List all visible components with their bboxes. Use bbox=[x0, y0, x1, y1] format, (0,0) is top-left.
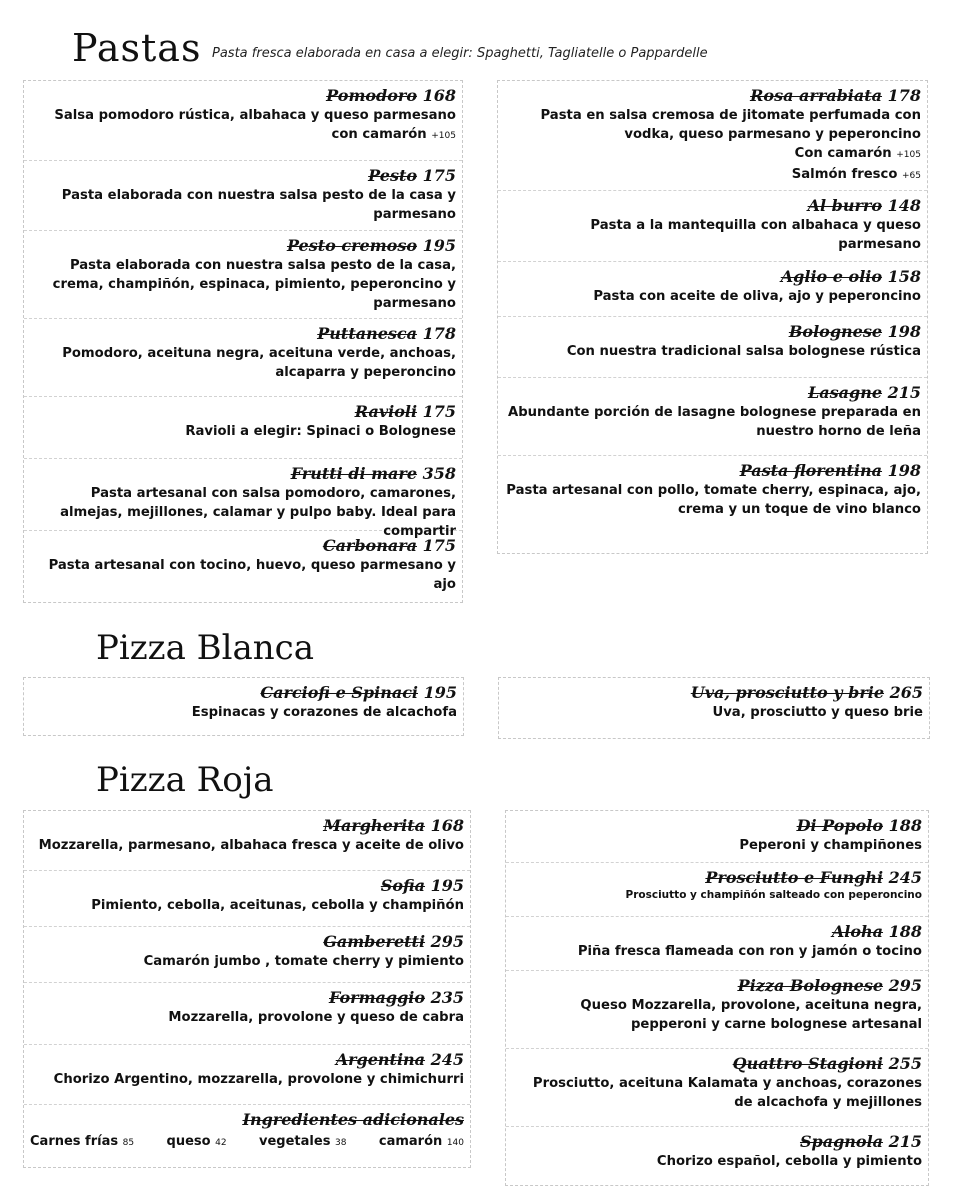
dish-description: Piña fresca flameada con ron y jamón o tocino bbox=[577, 944, 922, 959]
dish-price: 188 bbox=[888, 922, 922, 941]
dish-description: Queso Mozzarella, provolone, aceituna negra, pepperoni y carne bolognese artesanal bbox=[580, 998, 922, 1032]
dish-name-line bbox=[504, 461, 921, 481]
dish-description: Chorizo español, cebolla y pimiento bbox=[656, 1154, 922, 1169]
dish-description: Pasta elaborada con nuestra salsa pesto de la casa y parmesano bbox=[61, 188, 456, 222]
menu-item bbox=[499, 678, 929, 727]
dish-name: Frutti di mare bbox=[290, 464, 418, 483]
dish-name: Aglio e olio bbox=[780, 267, 883, 286]
pizza-blanca-left-column bbox=[23, 677, 464, 736]
dish-price: 198 bbox=[887, 322, 921, 341]
dish-price: 158 bbox=[887, 267, 921, 286]
additional-label: queso bbox=[166, 1134, 211, 1149]
dish-name: Puttanesca bbox=[317, 324, 418, 343]
extra-price: +105 bbox=[431, 131, 456, 141]
dish-extra bbox=[30, 125, 456, 146]
dish-price: 245 bbox=[888, 868, 922, 887]
additional-ingredients-list bbox=[30, 1130, 464, 1153]
dish-price: 245 bbox=[430, 1050, 464, 1069]
pastas-subtitle: Pasta fresca elaborada en casa a elegir: Spaghetti, Tagliatelle o Pappardelle bbox=[212, 46, 708, 61]
menu-item bbox=[24, 871, 470, 927]
dish-description: Chorizo Argentino, mozzarella, provolone y chimichurri bbox=[53, 1072, 464, 1087]
dish-description: Pomodoro, aceituna negra, aceituna verde, anchoas, alcaparra y peperoncino bbox=[62, 346, 456, 380]
dish-description: Espinacas y corazones de alcachofa bbox=[191, 705, 457, 720]
pizza-blanca-section-title: Pizza Blanca bbox=[96, 628, 314, 668]
dish-description: Pasta con aceite de oliva, ajo y peperoncino bbox=[593, 289, 921, 304]
dish-name: Lasagne bbox=[808, 383, 883, 402]
pastas-right-column bbox=[497, 80, 928, 554]
dish-name-line bbox=[512, 816, 922, 836]
dish-price: 235 bbox=[430, 988, 464, 1007]
dish-price: 178 bbox=[422, 324, 456, 343]
dish-price: 358 bbox=[422, 464, 456, 483]
dish-description: Abundante porción de lasagne bolognese preparada en nuestro horno de leña bbox=[507, 405, 921, 439]
dish-price: 195 bbox=[422, 236, 456, 255]
dish-description: Pasta a la mantequilla con albahaca y queso parmesano bbox=[590, 218, 921, 252]
menu-item bbox=[24, 81, 462, 161]
dish-price: 255 bbox=[888, 1054, 922, 1073]
additional-ingredients bbox=[24, 1105, 470, 1158]
dish-description: Prosciutto, aceituna Kalamata y anchoas, corazones de alcachofa y mejillones bbox=[532, 1076, 922, 1110]
dish-price: 175 bbox=[422, 402, 456, 421]
additional-title-text: Ingredientes adicionales bbox=[242, 1110, 464, 1129]
menu-item bbox=[24, 459, 462, 539]
dish-name-line bbox=[30, 876, 464, 896]
dish-name-line bbox=[30, 816, 464, 836]
menu-item bbox=[506, 917, 928, 971]
dish-name: Aloha bbox=[831, 922, 884, 941]
dish-name-line bbox=[512, 922, 922, 942]
pastas-left-column bbox=[23, 80, 463, 603]
menu-item bbox=[24, 678, 463, 727]
dish-extra bbox=[504, 165, 921, 186]
menu-item bbox=[498, 317, 927, 378]
dish-name-line bbox=[504, 322, 921, 342]
dish-description: Salsa pomodoro rústica, albahaca y queso parmesano bbox=[54, 108, 456, 123]
dish-description: Peperoni y champiñones bbox=[739, 838, 922, 853]
dish-name: Carciofi e Spinaci bbox=[260, 683, 419, 702]
dish-name: Prosciutto e Funghi bbox=[705, 868, 884, 887]
dish-price: 295 bbox=[888, 976, 922, 995]
dish-description: Pasta artesanal con salsa pomodoro, camarones, almejas, mejillones, calamar y pulpo baby. Ideal para compartir bbox=[60, 486, 456, 539]
menu-item bbox=[24, 319, 462, 397]
dish-name: Ravioli bbox=[354, 402, 418, 421]
extra-price: +105 bbox=[896, 150, 921, 160]
dish-description: Prosciutto y champiñón salteado con peperoncino bbox=[625, 889, 922, 901]
dish-name-line bbox=[30, 683, 457, 703]
dish-price: 198 bbox=[887, 461, 921, 480]
additional-price: 140 bbox=[446, 1138, 464, 1148]
extra-label: con camarón bbox=[331, 127, 427, 142]
dish-description: Pasta artesanal con pollo, tomate cherry, espinaca, ajo, crema y un toque de vino blanco bbox=[506, 483, 921, 517]
dish-description: Ravioli a elegir: Spinaci o Bolognese bbox=[185, 424, 456, 439]
additional-ingredient bbox=[259, 1132, 346, 1153]
dish-name-line bbox=[505, 683, 923, 703]
dish-price: 168 bbox=[430, 816, 464, 835]
dish-price: 195 bbox=[430, 876, 464, 895]
menu-item bbox=[498, 456, 927, 554]
dish-name-line bbox=[30, 464, 456, 484]
additional-label: vegetales bbox=[259, 1134, 331, 1149]
dish-name-line bbox=[504, 86, 921, 106]
menu-item bbox=[498, 262, 927, 317]
dish-name-line bbox=[512, 1132, 922, 1152]
dish-name: Rosa arrabiata bbox=[750, 86, 883, 105]
dish-price: 178 bbox=[887, 86, 921, 105]
dish-name: Pesto bbox=[368, 166, 418, 185]
menu-item bbox=[506, 811, 928, 863]
dish-name-line bbox=[30, 1050, 464, 1070]
dish-name: Gamberetti bbox=[323, 932, 426, 951]
dish-price: 148 bbox=[887, 196, 921, 215]
menu-item bbox=[498, 378, 927, 456]
dish-description: Camarón jumbo , tomate cherry y pimiento bbox=[143, 954, 464, 969]
additional-price: 42 bbox=[215, 1138, 227, 1148]
extra-price: +65 bbox=[902, 171, 921, 181]
dish-price: 188 bbox=[888, 816, 922, 835]
menu-item bbox=[24, 231, 462, 319]
dish-name: Pasta florentina bbox=[739, 461, 883, 480]
dish-name-line bbox=[30, 86, 456, 106]
extra-label: Salmón fresco bbox=[791, 167, 898, 182]
dish-name: Argentina bbox=[335, 1050, 426, 1069]
dish-name: Sofia bbox=[380, 876, 426, 895]
dish-name-line bbox=[30, 324, 456, 344]
dish-name-line bbox=[512, 1054, 922, 1074]
menu-item bbox=[506, 1049, 928, 1127]
dish-description: Mozzarella, provolone y queso de cabra bbox=[168, 1010, 464, 1025]
menu-item bbox=[24, 1045, 470, 1105]
dish-price: 175 bbox=[422, 536, 456, 555]
dish-name: Bolognese bbox=[788, 322, 883, 341]
pizza-roja-right-column bbox=[505, 810, 929, 1186]
pizza-blanca-right-column bbox=[498, 677, 930, 739]
menu-item bbox=[498, 191, 927, 262]
dish-name-line bbox=[30, 988, 464, 1008]
dish-name: Al burro bbox=[807, 196, 883, 215]
menu-item bbox=[506, 1127, 928, 1185]
dish-price: 215 bbox=[887, 383, 921, 402]
dish-price: 265 bbox=[889, 683, 923, 702]
dish-name-line bbox=[30, 402, 456, 422]
dish-description: Pasta en salsa cremosa de jitomate perfumada con vodka, queso parmesano y peperoncino bbox=[540, 108, 921, 142]
dish-name-line bbox=[30, 536, 456, 556]
menu-item bbox=[24, 811, 470, 871]
dish-name: Quattro Stagioni bbox=[732, 1054, 884, 1073]
pizza-roja-section-title: Pizza Roja bbox=[96, 760, 274, 800]
menu-item bbox=[24, 983, 470, 1045]
dish-name: Pomodoro bbox=[326, 86, 418, 105]
dish-name: Pesto cremoso bbox=[286, 236, 418, 255]
additional-label: Carnes frías bbox=[30, 1134, 119, 1149]
dish-description: Pimiento, cebolla, aceitunas, cebolla y champiñón bbox=[91, 898, 464, 913]
dish-name: Margherita bbox=[323, 816, 426, 835]
dish-name: Uva, prosciutto y brie bbox=[690, 683, 885, 702]
menu-item bbox=[506, 971, 928, 1049]
dish-name-line bbox=[30, 236, 456, 256]
dish-extra bbox=[504, 144, 921, 165]
dish-description: Pasta elaborada con nuestra salsa pesto de la casa, crema, champiñón, espinaca, pimiento, peperoncino y parmesano bbox=[52, 258, 456, 311]
additional-ingredient bbox=[379, 1132, 464, 1153]
dish-name-line bbox=[504, 196, 921, 216]
dish-description: Con nuestra tradicional salsa bolognese rústica bbox=[566, 344, 921, 359]
additional-label: camarón bbox=[378, 1134, 443, 1149]
dish-price: 168 bbox=[422, 86, 456, 105]
additional-ingredient bbox=[167, 1132, 227, 1153]
menu-item bbox=[24, 161, 462, 231]
dish-name: Spagnola bbox=[799, 1132, 884, 1151]
additional-ingredient bbox=[30, 1132, 134, 1153]
dish-name-line bbox=[30, 932, 464, 952]
dish-name: Carbonara bbox=[322, 536, 418, 555]
menu-item bbox=[498, 81, 927, 191]
dish-price: 295 bbox=[430, 932, 464, 951]
dish-description: Pasta artesanal con tocino, huevo, queso parmesano y ajo bbox=[48, 558, 456, 592]
extra-label: Con camarón bbox=[794, 146, 892, 161]
dish-price: 195 bbox=[423, 683, 457, 702]
dish-price: 175 bbox=[422, 166, 456, 185]
dish-name-line bbox=[504, 267, 921, 287]
dish-name: Di Popolo bbox=[796, 816, 884, 835]
dish-name-line bbox=[512, 868, 922, 888]
dish-name: Formaggio bbox=[329, 988, 426, 1007]
menu-item bbox=[24, 397, 462, 459]
dish-name-line bbox=[30, 166, 456, 186]
menu-item bbox=[24, 531, 462, 603]
dish-description: Uva, prosciutto y queso brie bbox=[712, 705, 923, 720]
additional-price: 38 bbox=[334, 1138, 347, 1148]
dish-name-line bbox=[504, 383, 921, 403]
dish-name: Pizza Bolognese bbox=[737, 976, 884, 995]
pastas-section-title: Pastas bbox=[72, 26, 202, 70]
menu-item bbox=[24, 927, 470, 983]
pizza-roja-left-column bbox=[23, 810, 471, 1168]
dish-description: Mozzarella, parmesano, albahaca fresca y aceite de olivo bbox=[38, 838, 464, 853]
dish-name-line bbox=[512, 976, 922, 996]
dish-price: 215 bbox=[888, 1132, 922, 1151]
additional-ingredients-title bbox=[30, 1110, 464, 1130]
menu-item bbox=[506, 863, 928, 917]
additional-price: 85 bbox=[122, 1138, 135, 1148]
